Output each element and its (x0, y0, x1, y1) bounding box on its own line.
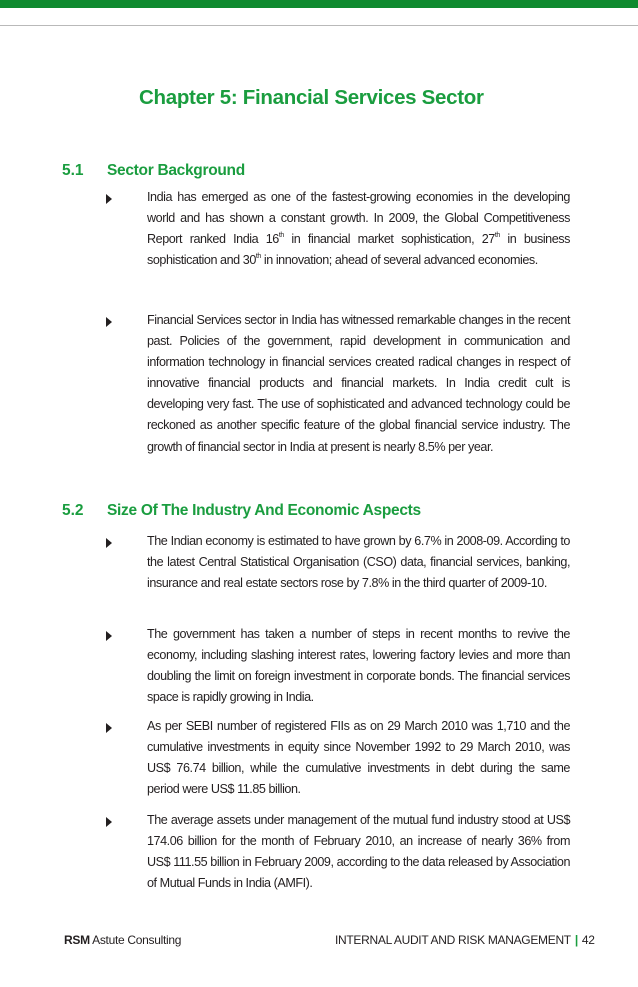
bullet-arrow-icon (106, 538, 112, 548)
bullet-paragraph: Financial Services sector in India has witnessed remarkable changes in the recent past. Policies of the government, rapid development in communication and information technology in financial services created radical changes in respect of innovative financial products and financial markets. In India credit cult is developing very fast. The use of sophisticated and advanced technology could be reckoned as another specific feature of the global financial service industry. The growth of financial sector in India at present is nearly 8.5% per year. (147, 313, 570, 454)
chapter-title: Chapter 5: Financial Services Sector (139, 86, 484, 109)
footer-separator: | (574, 933, 578, 947)
bullet-arrow-icon (106, 631, 112, 641)
section-number: 5.2 (62, 502, 84, 519)
bullet-arrow-icon (106, 723, 112, 733)
bullet-paragraph: The Indian economy is estimated to have grown by 6.7% in 2008-09. According to the latest Central Statistical Organisation (CSO) data, financial services, banking, insurance and real estate sectors rose by 7.8% in the third quarter of 2009-10. (147, 534, 570, 591)
footer-brand-logo: RSM (64, 933, 90, 947)
section-number: 5.1 (62, 162, 84, 179)
footer-brand (64, 933, 181, 947)
footer-title: INTERNAL AUDIT AND RISK MANAGEMENT (335, 933, 571, 947)
bullet-paragraph: India has emerged as one of the fastest-growing economies in the developing world and has shown a constant growth. In 2009, the Global Competitiveness Report ranked India 16th in financial market sophistication, 27th in business sophistication and 30th in innovation; ahead of several advanced economies. (147, 190, 570, 268)
footer-running-title (335, 933, 595, 947)
bullet-arrow-icon (106, 817, 112, 827)
top-green-bar (0, 0, 638, 8)
bullet-paragraph: The average assets under management of the mutual fund industry stood at US$ 174.06 billion for the month of February 2010, an increase of nearly 36% from US$ 111.55 billion in February 2009, according to the data released by Association of Mutual Funds in India (AMFI). (147, 813, 570, 891)
bullet-arrow-icon (106, 317, 112, 327)
bullet-arrow-icon (106, 194, 112, 204)
top-divider (0, 25, 638, 26)
bullet-paragraph: The government has taken a number of steps in recent months to revive the economy, including slashing interest rates, lowering factory levies and more than doubling the limit on foreign investment in corporate bonds. The financial services space is rapidly growing in India. (147, 627, 570, 705)
section-title: Sector Background (107, 162, 245, 179)
footer-company: Astute Consulting (89, 933, 182, 947)
bullet-paragraph: As per SEBI number of registered FIIs as on 29 March 2010 was 1,710 and the cumulative investments in equity since November 1992 to 29 March 2010, was US$ 76.74 billion, while the cumulative investments in debt during the same period were US$ 11.85 billion. (147, 719, 570, 797)
page-number: 42 (581, 933, 595, 947)
section-title: Size Of The Industry And Economic Aspects (107, 502, 421, 519)
